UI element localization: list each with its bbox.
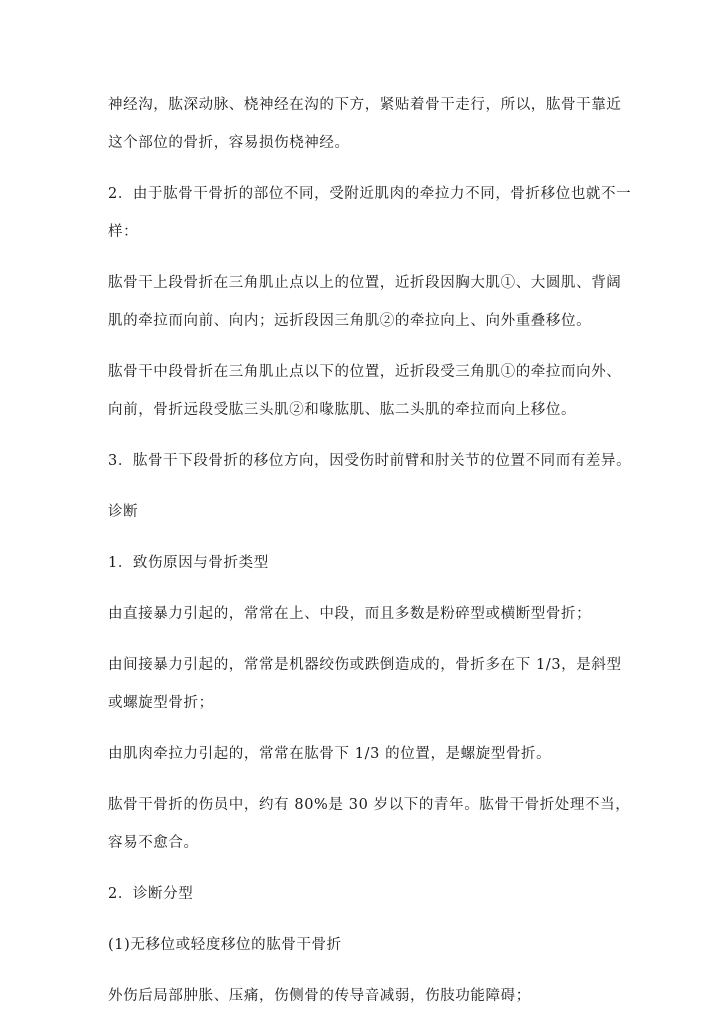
text-line: (1)无移位或轻度移位的肱骨干骨折 — [108, 937, 342, 953]
text-line: 由直接暴力引起的，常常在上、中段，而且多数是粉碎型或横断型骨折； — [108, 606, 592, 622]
paragraph-statistics — [108, 786, 631, 862]
paragraph-point-2 — [108, 175, 632, 251]
text-line: 样： — [108, 224, 139, 240]
text-line: 肱骨干骨折的伤员中，约有 80%是 30 岁以下的青年。肱骨干骨折处理不当， — [108, 797, 631, 813]
paragraph-middle-segment — [108, 353, 620, 429]
document-body — [108, 86, 632, 1028]
paragraph-indirect-force — [108, 646, 620, 722]
text-line: 由间接暴力引起的，常常是机器绞伤或跌倒造成的，骨折多在下 1/3，是斜型 — [108, 657, 622, 673]
subheading-causes — [108, 544, 620, 582]
text-line: 2．由于肱骨干骨折的部位不同，受附近肌肉的牵拉力不同，骨折移位也就不一 — [108, 186, 632, 202]
paragraph-point-3 — [108, 442, 632, 480]
paragraph-muscle-traction — [108, 735, 620, 773]
text-line: 肱骨干中段骨折在三角肌止点以下的位置，近折段受三角肌①的牵拉而向外、 — [108, 364, 622, 380]
text-line: 神经沟，肱深动脉、桡神经在沟的下方，紧贴着骨干走行，所以，肱骨干靠近 — [108, 97, 622, 113]
text-line: 2．诊断分型 — [108, 886, 194, 902]
text-line: 容易不愈合。 — [108, 835, 199, 851]
text-line: 诊断 — [108, 504, 139, 520]
text-line: 由肌肉牵拉力引起的，常常在肱骨下 1/3 的位置，是螺旋型骨折。 — [108, 746, 552, 762]
subheading-type-1 — [108, 926, 620, 964]
section-heading-diagnosis — [108, 493, 620, 531]
text-line: 或螺旋型骨折； — [108, 695, 214, 711]
text-line: 肱骨干上段骨折在三角肌止点以上的位置，近折段因胸大肌①、大圆肌、背阔 — [108, 275, 622, 291]
paragraph-upper-segment — [108, 264, 620, 340]
paragraph-radial-nerve — [108, 86, 620, 162]
text-line: 向前，骨折远段受肱三头肌②和喙肱肌、肱二头肌的牵拉而向上移位。 — [108, 402, 577, 418]
text-line: 肌的牵拉而向前、向内；远折段因三角肌②的牵拉向上、向外重叠移位。 — [108, 313, 592, 329]
text-line: 3．肱骨干下段骨折的移位方向，因受伤时前臂和肘关节的位置不同而有差异。 — [108, 453, 632, 469]
text-line: 这个部位的骨折，容易损伤桡神经。 — [108, 135, 350, 151]
text-line: 1．致伤原因与骨折类型 — [108, 555, 269, 571]
paragraph-direct-force — [108, 595, 620, 633]
subheading-classification — [108, 875, 620, 913]
text-line: 外伤后局部肿胀、压痛，伤侧骨的传导音减弱，伤肢功能障碍； — [108, 988, 531, 1004]
paragraph-symptoms — [108, 977, 620, 1015]
